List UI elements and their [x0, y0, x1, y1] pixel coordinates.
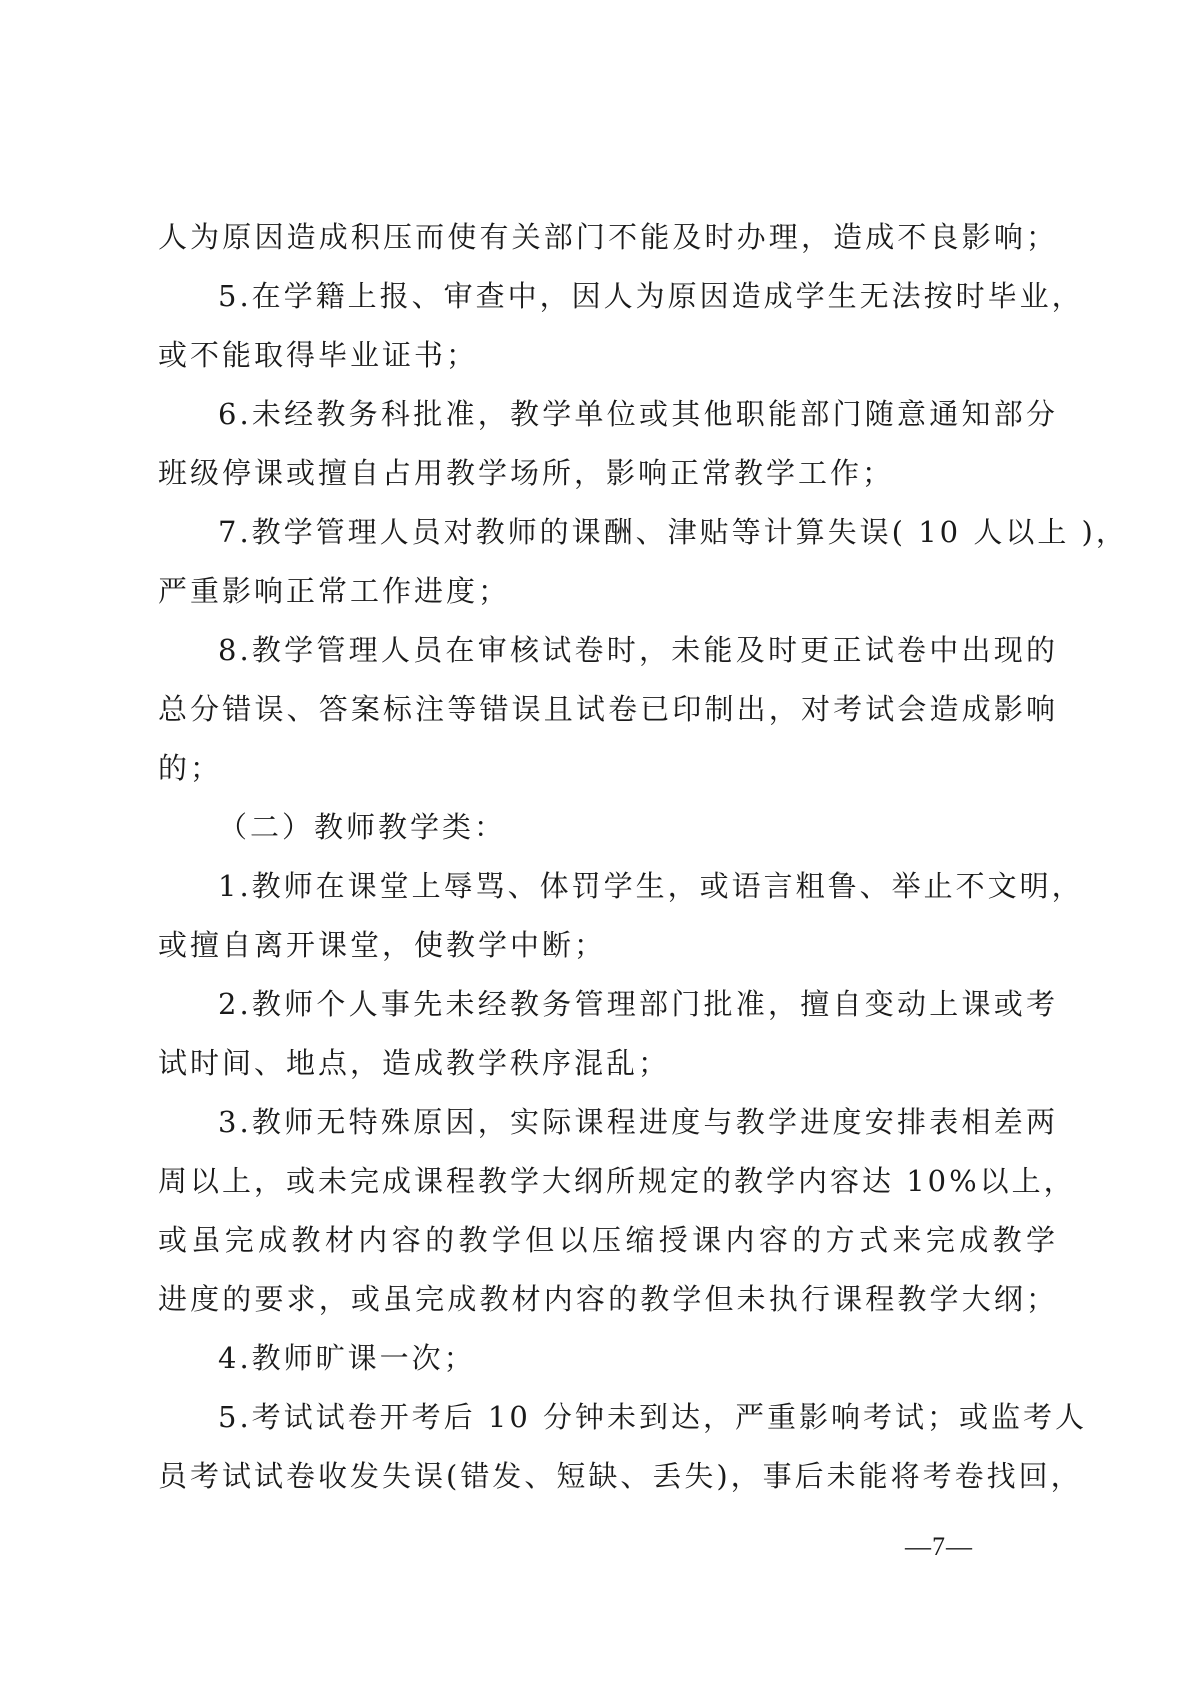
- text-line: 或虽完成教材内容的教学但以压缩授课内容的方式来完成教学: [158, 1223, 1058, 1257]
- text-line: 5.考试试卷开考后 10 分钟未到达，严重影响考试；或监考人: [218, 1400, 1088, 1434]
- text-line: 班级停课或擅自占用教学场所，影响正常教学工作；: [158, 456, 895, 490]
- text-line: 8.教学管理人员在审核试卷时，未能及时更正试卷中出现的: [218, 633, 1058, 667]
- text-line: 2.教师个人事先未经教务管理部门批准，擅自变动上课或考: [218, 987, 1058, 1021]
- document-body: [158, 208, 1128, 1506]
- text-line: 1.教师在课堂上辱骂、体罚学生，或语言粗鲁、举止不文明，: [218, 869, 1084, 903]
- text-line: 试时间、地点，造成教学秩序混乱；: [158, 1046, 671, 1080]
- text-line: 总分错误、答案标注等错误且试卷已印制出，对考试会造成影响: [158, 692, 1058, 726]
- text-line: 人为原因造成积压而使有关部门不能及时办理，造成不良影响；: [158, 220, 1058, 254]
- text-line: 进度的要求，或虽完成教材内容的教学但未执行课程教学大纲；: [158, 1282, 1058, 1316]
- text-line: 7.教学管理人员对教师的课酬、津贴等计算失误( 10 人以上 )，: [218, 515, 1128, 549]
- text-line: 3.教师无特殊原因，实际课程进度与教学进度安排表相差两: [218, 1105, 1058, 1139]
- text-line: 或不能取得毕业证书；: [158, 338, 479, 372]
- text-line: 4.教师旷课一次；: [218, 1341, 476, 1375]
- text-line: 5.在学籍上报、审查中，因人为原因造成学生无法按时毕业，: [218, 279, 1084, 313]
- text-line: 周以上，或未完成课程教学大纲所规定的教学内容达 10%以上，: [158, 1164, 1076, 1198]
- text-line: 员考试试卷收发失误(错发、短缺、丢失)，事后未能将考卷找回，: [158, 1459, 1083, 1493]
- text-line: 或擅自离开课堂，使教学中断；: [158, 928, 607, 962]
- page-number: —7—: [905, 1532, 973, 1561]
- text-line: 6.未经教务科批准，教学单位或其他职能部门随意通知部分: [218, 397, 1058, 431]
- text-line: 的；: [158, 751, 223, 785]
- text-line: （二）教师教学类：: [218, 810, 507, 844]
- text-line: 严重影响正常工作进度；: [158, 574, 511, 608]
